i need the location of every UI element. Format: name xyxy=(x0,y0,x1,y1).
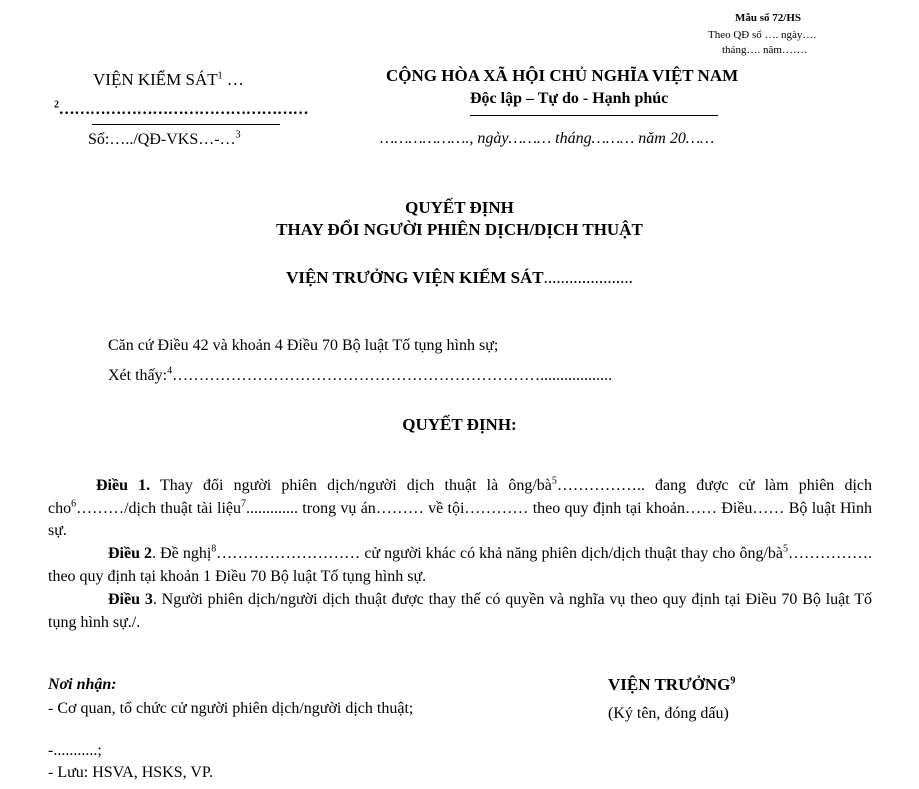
article-2 xyxy=(48,543,872,588)
footnote-6: 6 xyxy=(71,498,77,510)
footnote-4: 4 xyxy=(167,365,173,377)
article-2-text-b: ……………………… cử người khác có khả năng phiên dịch/dịch thuật thay cho ông/bà xyxy=(216,545,783,562)
form-number: Mẫu số 72/HS xyxy=(735,12,802,24)
article-1-label: Điều 1. xyxy=(96,477,151,494)
agency-name xyxy=(93,70,273,90)
decision-heading: QUYẾT ĐỊNH: xyxy=(402,415,517,434)
considering-label: Xét thấy: xyxy=(108,367,168,384)
document-number xyxy=(88,131,241,149)
recipient-item: - Lưu: HSVA, HSKS, VP. xyxy=(48,764,214,781)
agency-suffix: … xyxy=(222,70,244,89)
article-1-text-d: ............. trong vụ án……… về tội………… theo quy định tại khoản…… Điều…… Bộ luật Hình sự. xyxy=(48,499,873,539)
authority-line xyxy=(0,268,919,288)
sub-agency-dots: ………………………………………… xyxy=(58,101,309,118)
signer-title-text: VIỆN TRƯỞNG xyxy=(608,675,731,694)
agency-text: VIỆN KIỂM SÁT xyxy=(93,70,218,89)
decision-title: QUYẾT ĐỊNH xyxy=(405,198,514,217)
footnote-8: 8 xyxy=(211,543,217,555)
motto-underline xyxy=(470,115,718,116)
date-line: ………………., ngày……… tháng……… năm 20…… xyxy=(380,130,715,147)
article-2-label: Điều 2 xyxy=(108,545,153,562)
left-header-divider xyxy=(92,124,280,125)
article-1 xyxy=(48,475,872,543)
article-3-text: . Người phiên dịch/người dịch thuật được thay thế có quyền và nghĩa vụ theo quy định tại Điều 70 Bộ luật Tố tụng hình sự./. xyxy=(48,591,873,631)
footnote-5b: 5 xyxy=(783,543,788,555)
form-decision-ref-line2: tháng…. năm……. xyxy=(722,44,807,56)
article-2-text-a: . Đề nghị xyxy=(152,545,212,562)
article-3-label: Điều 3 xyxy=(108,591,153,608)
document-number-text: Số:…../QĐ-VKS…-… xyxy=(88,131,236,148)
country-name: CỘNG HÒA XÃ HỘI CHỦ NGHĨA VIỆT NAM xyxy=(386,66,739,85)
authority-dots: ..................... xyxy=(543,268,633,287)
footnote-1: 1 xyxy=(217,70,223,82)
article-1-text-c: ………/dịch thuật tài liệu xyxy=(76,499,241,517)
article-3 xyxy=(48,589,872,634)
authority-title: VIỆN TRƯỞNG VIỆN KIỂM SÁT xyxy=(286,268,544,287)
considering-line xyxy=(108,367,612,385)
decision-subject: THAY ĐỔI NGƯỜI PHIÊN DỊCH/DỊCH THUẬT xyxy=(276,220,643,239)
recipients-heading: Nơi nhận: xyxy=(48,676,117,693)
form-decision-ref-line1: Theo QĐ số …. ngày…. xyxy=(708,29,817,41)
footnote-7: 7 xyxy=(241,498,246,510)
recipient-item: - Cơ quan, tổ chức cử người phiên dịch/người dịch thuật; xyxy=(48,700,414,717)
article-2-text-c: ……………. theo quy định tại khoản 1 Điều 70 Bộ luật Tố tụng hình sự. xyxy=(48,545,872,585)
footnote-9: 9 xyxy=(730,675,736,687)
legal-basis: Căn cứ Điều 42 và khoản 4 Điều 70 Bộ luật Tố tụng hình sự; xyxy=(108,337,499,354)
national-motto: Độc lập – Tự do - Hạnh phúc xyxy=(470,90,669,107)
footnote-2: 2 xyxy=(54,99,59,111)
considering-dots: …………………………………………………………….................. xyxy=(172,367,613,384)
sub-agency-line xyxy=(54,101,308,119)
footnote-5: 5 xyxy=(551,475,557,487)
footnote-3: 3 xyxy=(235,129,241,141)
signature-instruction: (Ký tên, đóng dấu) xyxy=(608,705,729,722)
signer-title xyxy=(608,675,735,695)
recipient-item: -...........; xyxy=(48,742,102,759)
article-1-text-b: …………….. đang được cử làm phiên dịch cho xyxy=(48,477,872,517)
article-1-text-a: Thay đổi người phiên dịch/người dịch thuật là ông/bà xyxy=(150,477,552,494)
